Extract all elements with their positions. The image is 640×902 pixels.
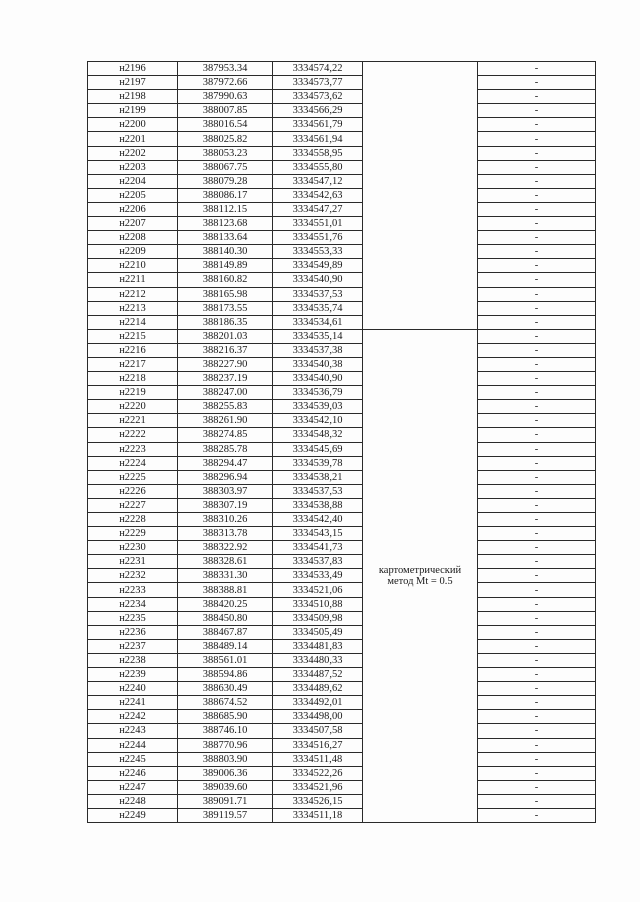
y-coordinate-cell: 3334505,49: [273, 625, 363, 639]
x-coordinate-cell: 389039.60: [178, 780, 273, 794]
dash-cell: -: [478, 668, 596, 682]
y-coordinate-cell: 3334535,14: [273, 329, 363, 343]
point-name-cell: н2232: [88, 569, 178, 583]
point-name-cell: н2245: [88, 752, 178, 766]
dash-cell: -: [478, 132, 596, 146]
y-coordinate-cell: 3334541,73: [273, 541, 363, 555]
coordinates-table: [87, 61, 596, 823]
x-coordinate-cell: 388201.03: [178, 329, 273, 343]
point-name-cell: н2199: [88, 104, 178, 118]
dash-cell: -: [478, 569, 596, 583]
method-cell-empty: [363, 62, 478, 330]
x-coordinate-cell: 388420.25: [178, 597, 273, 611]
point-name-cell: н2197: [88, 76, 178, 90]
table-row: [88, 470, 596, 484]
x-coordinate-cell: 388016.54: [178, 118, 273, 132]
table-row: [88, 259, 596, 273]
dash-cell: -: [478, 202, 596, 216]
point-name-cell: н2205: [88, 188, 178, 202]
y-coordinate-cell: 3334481,83: [273, 639, 363, 653]
table-row: [88, 146, 596, 160]
dash-cell: -: [478, 752, 596, 766]
table-row: [88, 231, 596, 245]
y-coordinate-cell: 3334480,33: [273, 653, 363, 667]
table-row: [88, 372, 596, 386]
y-coordinate-cell: 3334511,48: [273, 752, 363, 766]
dash-cell: -: [478, 611, 596, 625]
x-coordinate-cell: 388388.81: [178, 583, 273, 597]
x-coordinate-cell: 388313.78: [178, 527, 273, 541]
dash-cell: -: [478, 498, 596, 512]
point-name-cell: н2239: [88, 668, 178, 682]
table-row: [88, 484, 596, 498]
point-name-cell: н2223: [88, 442, 178, 456]
y-coordinate-cell: 3334537,83: [273, 555, 363, 569]
dash-cell: -: [478, 287, 596, 301]
point-name-cell: н2200: [88, 118, 178, 132]
dash-cell: -: [478, 653, 596, 667]
table-row: [88, 527, 596, 541]
y-coordinate-cell: 3334537,53: [273, 484, 363, 498]
x-coordinate-cell: 388630.49: [178, 682, 273, 696]
y-coordinate-cell: 3334542,10: [273, 414, 363, 428]
x-coordinate-cell: 388294.47: [178, 456, 273, 470]
x-coordinate-cell: 388053.23: [178, 146, 273, 160]
table-row: [88, 766, 596, 780]
table-row: [88, 329, 596, 343]
table-row: [88, 555, 596, 569]
dash-cell: -: [478, 245, 596, 259]
table-row: [88, 724, 596, 738]
point-name-cell: н2224: [88, 456, 178, 470]
dash-cell: -: [478, 808, 596, 822]
dash-cell: -: [478, 513, 596, 527]
x-coordinate-cell: 388173.55: [178, 301, 273, 315]
table-row: [88, 513, 596, 527]
dash-cell: -: [478, 231, 596, 245]
y-coordinate-cell: 3334511,18: [273, 808, 363, 822]
dash-cell: -: [478, 710, 596, 724]
y-coordinate-cell: 3334487,52: [273, 668, 363, 682]
dash-cell: -: [478, 682, 596, 696]
y-coordinate-cell: 3334526,15: [273, 794, 363, 808]
table-row: [88, 160, 596, 174]
point-name-cell: н2212: [88, 287, 178, 301]
y-coordinate-cell: 3334533,49: [273, 569, 363, 583]
y-coordinate-cell: 3334574,22: [273, 62, 363, 76]
dash-cell: -: [478, 794, 596, 808]
y-coordinate-cell: 3334537,53: [273, 287, 363, 301]
table-row: [88, 639, 596, 653]
point-name-cell: н2206: [88, 202, 178, 216]
table-row: [88, 442, 596, 456]
dash-cell: -: [478, 583, 596, 597]
x-coordinate-cell: 388067.75: [178, 160, 273, 174]
dash-cell: -: [478, 273, 596, 287]
point-name-cell: н2217: [88, 357, 178, 371]
point-name-cell: н2221: [88, 414, 178, 428]
x-coordinate-cell: 388561.01: [178, 653, 273, 667]
x-coordinate-cell: 388310.26: [178, 513, 273, 527]
dash-cell: -: [478, 372, 596, 386]
y-coordinate-cell: 3334521,06: [273, 583, 363, 597]
y-coordinate-cell: 3334566,29: [273, 104, 363, 118]
point-name-cell: н2201: [88, 132, 178, 146]
x-coordinate-cell: 388803.90: [178, 752, 273, 766]
y-coordinate-cell: 3334492,01: [273, 696, 363, 710]
table-row: [88, 682, 596, 696]
x-coordinate-cell: 387953.34: [178, 62, 273, 76]
y-coordinate-cell: 3334507,58: [273, 724, 363, 738]
dash-cell: -: [478, 386, 596, 400]
y-coordinate-cell: 3334522,26: [273, 766, 363, 780]
point-name-cell: н2229: [88, 527, 178, 541]
dash-cell: -: [478, 174, 596, 188]
x-coordinate-cell: 388247.00: [178, 386, 273, 400]
point-name-cell: н2248: [88, 794, 178, 808]
x-coordinate-cell: 388007.85: [178, 104, 273, 118]
y-coordinate-cell: 3334547,27: [273, 202, 363, 216]
dash-cell: -: [478, 90, 596, 104]
x-coordinate-cell: 388328.61: [178, 555, 273, 569]
point-name-cell: н2234: [88, 597, 178, 611]
dash-cell: -: [478, 555, 596, 569]
method-label-line1: картометрический: [378, 564, 462, 576]
point-name-cell: н2235: [88, 611, 178, 625]
table-row: [88, 245, 596, 259]
table-row: [88, 414, 596, 428]
method-label-line2: метод Mt = 0.5: [387, 575, 453, 587]
point-name-cell: н2226: [88, 484, 178, 498]
dash-cell: -: [478, 160, 596, 174]
x-coordinate-cell: 388133.64: [178, 231, 273, 245]
y-coordinate-cell: 3334573,77: [273, 76, 363, 90]
dash-cell: -: [478, 357, 596, 371]
point-name-cell: н2227: [88, 498, 178, 512]
table-row: [88, 456, 596, 470]
point-name-cell: н2214: [88, 315, 178, 329]
x-coordinate-cell: 388450.80: [178, 611, 273, 625]
dash-cell: -: [478, 724, 596, 738]
point-name-cell: н2246: [88, 766, 178, 780]
y-coordinate-cell: 3334509,98: [273, 611, 363, 625]
x-coordinate-cell: 388303.97: [178, 484, 273, 498]
x-coordinate-cell: 388685.90: [178, 710, 273, 724]
point-name-cell: н2208: [88, 231, 178, 245]
table-row: [88, 808, 596, 822]
point-name-cell: н2215: [88, 329, 178, 343]
x-coordinate-cell: 388086.17: [178, 188, 273, 202]
table-row: [88, 794, 596, 808]
table-row: [88, 498, 596, 512]
x-coordinate-cell: 387990.63: [178, 90, 273, 104]
x-coordinate-cell: 388140.30: [178, 245, 273, 259]
y-coordinate-cell: 3334536,79: [273, 386, 363, 400]
point-name-cell: н2210: [88, 259, 178, 273]
y-coordinate-cell: 3334558,95: [273, 146, 363, 160]
table-row: [88, 752, 596, 766]
table-row: [88, 611, 596, 625]
y-coordinate-cell: 3334540,90: [273, 372, 363, 386]
y-coordinate-cell: 3334542,63: [273, 188, 363, 202]
coordinates-table-body: [88, 62, 596, 823]
point-name-cell: н2228: [88, 513, 178, 527]
dash-cell: -: [478, 442, 596, 456]
dash-cell: -: [478, 625, 596, 639]
y-coordinate-cell: 3334539,78: [273, 456, 363, 470]
y-coordinate-cell: 3334545,69: [273, 442, 363, 456]
x-coordinate-cell: 388274.85: [178, 428, 273, 442]
table-row: [88, 202, 596, 216]
table-row: [88, 357, 596, 371]
table-row: [88, 583, 596, 597]
dash-cell: -: [478, 259, 596, 273]
table-row: [88, 738, 596, 752]
y-coordinate-cell: 3334539,03: [273, 400, 363, 414]
y-coordinate-cell: 3334573,62: [273, 90, 363, 104]
table-row: [88, 710, 596, 724]
x-coordinate-cell: 388594.86: [178, 668, 273, 682]
y-coordinate-cell: 3334535,74: [273, 301, 363, 315]
dash-cell: -: [478, 188, 596, 202]
x-coordinate-cell: 388165.98: [178, 287, 273, 301]
x-coordinate-cell: 388770.96: [178, 738, 273, 752]
point-name-cell: н2244: [88, 738, 178, 752]
x-coordinate-cell: 388746.10: [178, 724, 273, 738]
y-coordinate-cell: 3334537,38: [273, 343, 363, 357]
x-coordinate-cell: 388255.83: [178, 400, 273, 414]
dash-cell: -: [478, 146, 596, 160]
y-coordinate-cell: 3334538,21: [273, 470, 363, 484]
dash-cell: -: [478, 738, 596, 752]
dash-cell: -: [478, 62, 596, 76]
x-coordinate-cell: 388322.92: [178, 541, 273, 555]
x-coordinate-cell: 388331.30: [178, 569, 273, 583]
y-coordinate-cell: 3334538,88: [273, 498, 363, 512]
table-row: [88, 597, 596, 611]
x-coordinate-cell: 388674.52: [178, 696, 273, 710]
x-coordinate-cell: 388079.28: [178, 174, 273, 188]
table-row: [88, 780, 596, 794]
table-row: [88, 653, 596, 667]
dash-cell: -: [478, 118, 596, 132]
x-coordinate-cell: 387972.66: [178, 76, 273, 90]
table-row: [88, 273, 596, 287]
point-name-cell: н2216: [88, 343, 178, 357]
table-row: [88, 343, 596, 357]
point-name-cell: н2209: [88, 245, 178, 259]
table-row: [88, 76, 596, 90]
dash-cell: -: [478, 541, 596, 555]
y-coordinate-cell: 3334542,40: [273, 513, 363, 527]
point-name-cell: н2231: [88, 555, 178, 569]
point-name-cell: н2243: [88, 724, 178, 738]
table-row: [88, 62, 596, 76]
x-coordinate-cell: 389006.36: [178, 766, 273, 780]
point-name-cell: н2204: [88, 174, 178, 188]
dash-cell: -: [478, 527, 596, 541]
dash-cell: -: [478, 301, 596, 315]
dash-cell: -: [478, 414, 596, 428]
y-coordinate-cell: 3334498,00: [273, 710, 363, 724]
point-name-cell: н2220: [88, 400, 178, 414]
y-coordinate-cell: 3334553,33: [273, 245, 363, 259]
table-row: [88, 400, 596, 414]
table-row: [88, 118, 596, 132]
table-row: [88, 625, 596, 639]
table-row: [88, 541, 596, 555]
x-coordinate-cell: 388227.90: [178, 357, 273, 371]
x-coordinate-cell: 388285.78: [178, 442, 273, 456]
x-coordinate-cell: 388296.94: [178, 470, 273, 484]
y-coordinate-cell: 3334547,12: [273, 174, 363, 188]
point-name-cell: н2242: [88, 710, 178, 724]
table-row: [88, 696, 596, 710]
x-coordinate-cell: 388237.19: [178, 372, 273, 386]
y-coordinate-cell: 3334561,94: [273, 132, 363, 146]
dash-cell: -: [478, 104, 596, 118]
y-coordinate-cell: 3334561,79: [273, 118, 363, 132]
point-name-cell: н2222: [88, 428, 178, 442]
table-row: [88, 301, 596, 315]
x-coordinate-cell: 388123.68: [178, 217, 273, 231]
dash-cell: -: [478, 696, 596, 710]
point-name-cell: н2240: [88, 682, 178, 696]
dash-cell: -: [478, 428, 596, 442]
point-name-cell: н2230: [88, 541, 178, 555]
point-name-cell: н2219: [88, 386, 178, 400]
y-coordinate-cell: 3334510,88: [273, 597, 363, 611]
dash-cell: -: [478, 343, 596, 357]
point-name-cell: н2211: [88, 273, 178, 287]
y-coordinate-cell: 3334489,62: [273, 682, 363, 696]
point-name-cell: н2241: [88, 696, 178, 710]
table-row: [88, 569, 596, 583]
x-coordinate-cell: 389119.57: [178, 808, 273, 822]
dash-cell: -: [478, 329, 596, 343]
table-row: [88, 188, 596, 202]
point-name-cell: н2233: [88, 583, 178, 597]
point-name-cell: н2196: [88, 62, 178, 76]
y-coordinate-cell: 3334540,90: [273, 273, 363, 287]
dash-cell: -: [478, 780, 596, 794]
y-coordinate-cell: 3334555,80: [273, 160, 363, 174]
dash-cell: -: [478, 766, 596, 780]
x-coordinate-cell: 388112.15: [178, 202, 273, 216]
table-row: [88, 315, 596, 329]
dash-cell: -: [478, 217, 596, 231]
point-name-cell: н2213: [88, 301, 178, 315]
y-coordinate-cell: 3334534,61: [273, 315, 363, 329]
x-coordinate-cell: 388149.89: [178, 259, 273, 273]
table-row: [88, 132, 596, 146]
table-row: [88, 668, 596, 682]
dash-cell: -: [478, 484, 596, 498]
x-coordinate-cell: 388160.82: [178, 273, 273, 287]
point-name-cell: н2237: [88, 639, 178, 653]
x-coordinate-cell: 388261.90: [178, 414, 273, 428]
point-name-cell: н2236: [88, 625, 178, 639]
dash-cell: -: [478, 639, 596, 653]
point-name-cell: н2247: [88, 780, 178, 794]
x-coordinate-cell: 388186.35: [178, 315, 273, 329]
x-coordinate-cell: 388489.14: [178, 639, 273, 653]
table-row: [88, 386, 596, 400]
table-row: [88, 217, 596, 231]
x-coordinate-cell: 388467.87: [178, 625, 273, 639]
point-name-cell: н2225: [88, 470, 178, 484]
dash-cell: -: [478, 456, 596, 470]
point-name-cell: н2249: [88, 808, 178, 822]
point-name-cell: н2207: [88, 217, 178, 231]
table-row: [88, 104, 596, 118]
dash-cell: -: [478, 315, 596, 329]
table-row: [88, 90, 596, 104]
x-coordinate-cell: 388307.19: [178, 498, 273, 512]
dash-cell: -: [478, 400, 596, 414]
x-coordinate-cell: 388025.82: [178, 132, 273, 146]
y-coordinate-cell: 3334516,27: [273, 738, 363, 752]
y-coordinate-cell: 3334543,15: [273, 527, 363, 541]
dash-cell: -: [478, 597, 596, 611]
table-row: [88, 287, 596, 301]
dash-cell: -: [478, 76, 596, 90]
point-name-cell: н2203: [88, 160, 178, 174]
x-coordinate-cell: 389091.71: [178, 794, 273, 808]
dash-cell: -: [478, 470, 596, 484]
table-row: [88, 174, 596, 188]
method-cell: [363, 329, 478, 822]
table-row: [88, 428, 596, 442]
point-name-cell: н2198: [88, 90, 178, 104]
y-coordinate-cell: 3334551,01: [273, 217, 363, 231]
point-name-cell: н2238: [88, 653, 178, 667]
y-coordinate-cell: 3334540,38: [273, 357, 363, 371]
y-coordinate-cell: 3334548,32: [273, 428, 363, 442]
point-name-cell: н2218: [88, 372, 178, 386]
y-coordinate-cell: 3334549,89: [273, 259, 363, 273]
point-name-cell: н2202: [88, 146, 178, 160]
y-coordinate-cell: 3334521,96: [273, 780, 363, 794]
y-coordinate-cell: 3334551,76: [273, 231, 363, 245]
x-coordinate-cell: 388216.37: [178, 343, 273, 357]
